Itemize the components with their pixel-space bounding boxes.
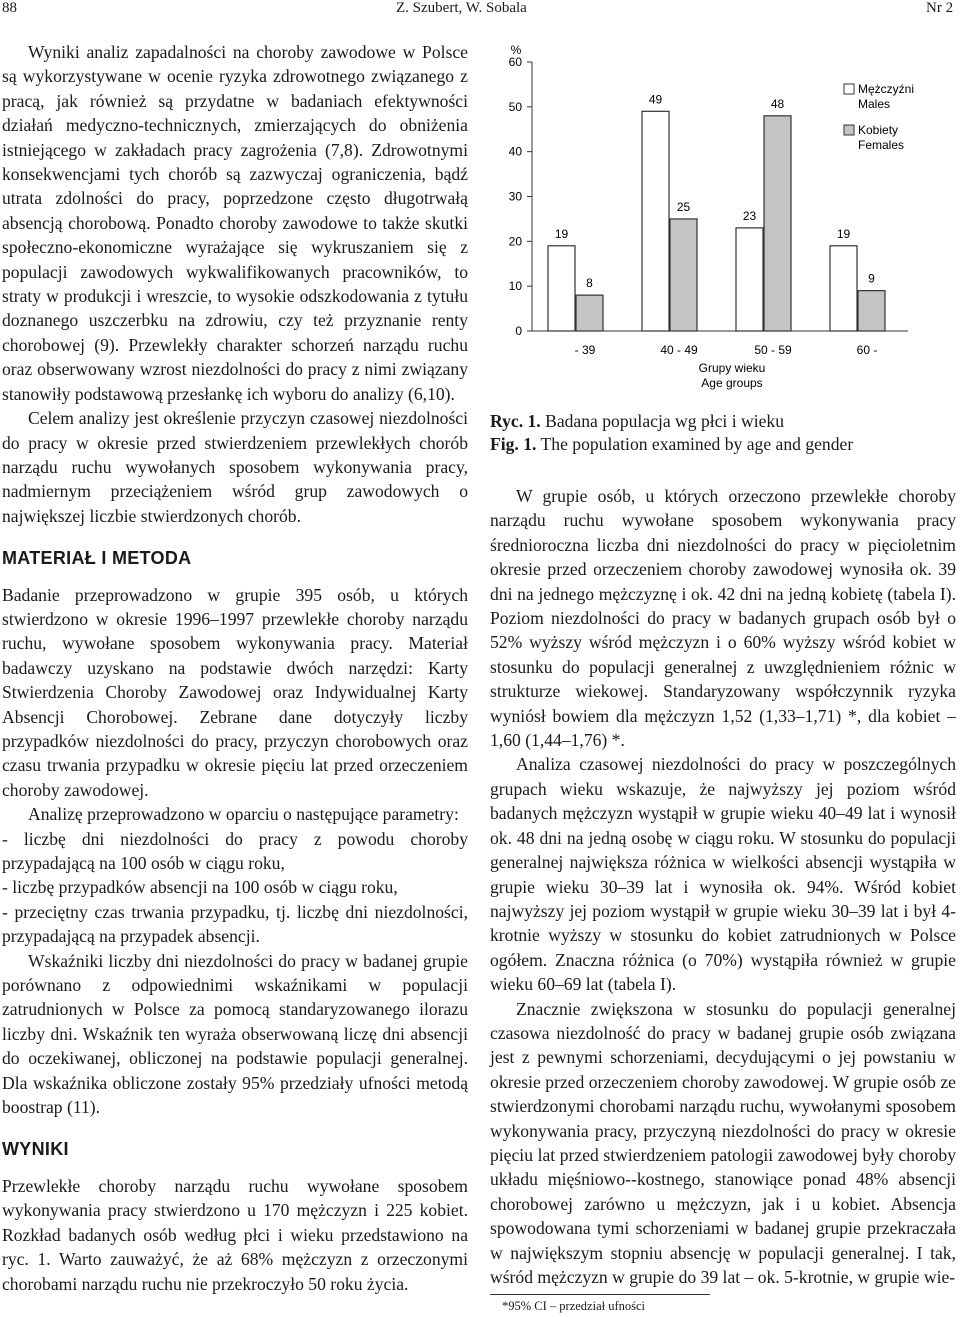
methods-closing-paragraph: Wskaźniki liczby dni niezdolności do pracy w badanej grupie porównano z odpowiednimi wskaźnikami w populacji zatrudnionych w Polsce za pomocą standaryzowanego ilorazu liczby dni. Wskaźnik ten wyraża obserwowaną liczę dni absencji do oczekiwanej, obliczonej na podstawie populacji generalnej. Dla wskaźnika obliczone zostały 95% przedziały ufności metodą boostrap (11).	[2, 950, 468, 1118]
age-gender-bar-chart	[488, 40, 958, 400]
bar-males	[830, 246, 857, 331]
legend-label-females-en: Females	[858, 138, 905, 152]
bar-data-label: 19	[554, 226, 569, 241]
bar-data-label: 49	[648, 92, 663, 107]
right-paragraph-3: Znacznie zwiększona w stosunku do populacji generalnej czasowa niezdolność do pracy w badanej grupie osób związana jest z pewnymi schorzeniami, decydującymi o jej powstaniu w okresie przed orzeczeniem choroby zawodowej. W grupie osób ze stwierdzonymi chorobami narządu ruchu, wywołanymi sposobem wykonywania pracy, przyczyną niezdolności do pracy w okresie pięciu lat przed stwierdzeniem patologii zawodowej były choroby układu mięśniowo--kostnego, stanowiące ponad 48% absencji chorobowej zarówno u mężczyzn, jak i u kobiet. Absencja spowodowana tymi schorzeniami w badanej grupie przekraczała w największym stopniu absencję w populacji generalnej. I tak, wśród mężczyzn w grupie do 39 lat – ok. 5-krotnie, w grupie wie-	[490, 998, 956, 1287]
x-axis-title-pl: Grupy wieku	[698, 361, 766, 375]
caption-text-en: The population examined by age and gender	[540, 434, 854, 454]
legend-label-females-pl: Kobiety	[858, 123, 899, 137]
bar-data-label: 48	[770, 96, 785, 111]
bar-males	[736, 228, 763, 331]
bar-males	[548, 246, 575, 331]
legend-swatch-males	[844, 84, 854, 94]
x-category-label: - 39	[574, 343, 596, 357]
bar-data-label: 19	[836, 226, 851, 241]
methods-paragraph-1: Badanie przeprowadzono w grupie 395 osób, u których stwierdzono w okresie 1996–1997 przewlekłe choroby narządu ruchu, wywołane sposobem wykonywania pracy. Materiał badawczy uzyskano na podstawie dwóch narzędzi: Karty Stwierdzenia Choroby Zawodowej oraz Indywidualnej Karty Absencji Chorobowej. Zebrane dane dotyczyły liczby przypadków niezdolności do pracy, przyczyn chorobowych oraz czasu trwania przypadku w okresie pięciu lat przed orzeczeniem choroby zawodowej.	[2, 584, 468, 800]
y-tick-label: 0	[515, 324, 522, 338]
legend-label-males-pl: Mężczyźni	[858, 82, 915, 96]
bar-data-label: 9	[868, 271, 875, 286]
bar-data-label: 25	[676, 199, 691, 214]
chart-legend	[844, 82, 914, 152]
methods-paragraph-2: Analizę przeprowadzono w oparciu o następujące parametry:	[28, 804, 459, 825]
y-tick-label: 10	[508, 279, 522, 294]
footnote: *95% CI – przedział ufności	[502, 1299, 646, 1313]
methods-list-item: - liczbę przypadków absencji na 100 osób w ciągu roku,	[2, 877, 398, 898]
y-axis-unit-label: %	[510, 43, 522, 57]
legend-label-males-en: Males	[858, 97, 891, 111]
y-tick-label: 50	[508, 99, 522, 114]
right-paragraph-1: W grupie osób, u których orzeczono przewlekłe choroby narządu ruchu wywołane sposobem wykonywania pracy średnioroczna liczba dni niezdolności do pracy w pięcioletnim okresie przed orzeczeniem choroby zawodowej wynosiła ok. 39 dni na jednego mężczyznę i ok. 42 dni na jedną kobietę (tabela I). Poziom niezdolności do pracy w badanych grupach osób był o 52% wyższy wśród mężczyzn i o 60% wyższy wśród kobiet w stosunku do populacji generalnej z uwzględnieniem różnic w strukturze wiekowej. Standaryzowany współczynnik ryzyka wyniósł bowiem dla mężczyzn 1,52 (1,33–1,71) *, dla kobiet – 1,60 (1,44–1,76) *.	[490, 486, 956, 751]
bar-females	[576, 295, 603, 331]
figure-caption	[490, 410, 956, 456]
y-tick-label: 20	[508, 234, 522, 249]
right-column	[490, 484, 956, 1289]
methods-list-item: - przeciętny czas trwania przypadku, tj. liczbę dni niezdolności, przypadającą na przypadek absencji.	[2, 901, 468, 947]
caption-label-en: Fig. 1.	[490, 434, 537, 454]
left-column	[2, 40, 468, 1296]
intro-paragraph-1: Wyniki analiz zapadalności na choroby zawodowe w Polsce są wykorzystywane w ocenie ryzyka zdrowotnego związanego z pracą, jak również są przydatne w badaniach efektywności działań medyczno-technicznych, zmierzających do obniżenia istniejącego w zakładach pracy zagrożenia (7,8). Zdrowotnymi konsekwencjami tych chorób są zazwyczaj ograniczenia, bądź utrata zdolności do pracy, poprzedzone często długotrwałą absencją chorobową. Ponadto choroby zawodowe to także skutki społeczno-ekonomiczne wyrażające się wykruszaniem się z populacji zawodowych wykwalifikowanych pracowników, to straty w produkcji i wreszcie, to wysokie odszkodowania z tytułu doznanego uszczerbku na zdrowiu, czy też przyznanie renty chorobowej (9). Przewlekły charakter schorzeń narządu ruchu oraz obserwowany wzrost niezdolności do pracy z nimi związany stanowiły podstawową przesłankę ich wyboru do analizy (6,10).	[2, 42, 468, 404]
running-header	[0, 0, 960, 20]
y-tick-label: 40	[508, 144, 522, 159]
bar-females	[670, 219, 697, 331]
results-heading: WYNIKI	[2, 1139, 69, 1160]
bar-females	[858, 291, 885, 331]
bar-males	[642, 111, 669, 331]
legend-swatch-females	[844, 125, 854, 135]
y-tick-label: 30	[508, 189, 522, 204]
x-category-label: 60 -	[856, 343, 878, 357]
issue-number: Nr 2	[926, 0, 954, 16]
x-category-label: 40 - 49	[660, 343, 698, 357]
right-paragraph-2: Analiza czasowej niezdolności do pracy w poszczególnych grupach wieku wskazuje, że najwyższy jej poziom wśród badanych mężczyzn wystąpił w grupie wieku 40–49 lat i wynosił ok. 48 dni na jedną osobę w ciągu roku. W stosunku do populacji generalnej największa różnica w wielkości absencji wystąpiła w grupie wieku 30–39 lat i wynosiła ok. 94%. Wśród kobiet najwyższy jej poziom wystąpił w grupie wieku 30–39 lat i był 4-krotnie wyższy w stosunku do kobiet zatrudnionych w Polsce ogółem. Znaczna różnica (o 70%) wystąpiła również w grupie wieku 60–69 lat (tabela I).	[490, 754, 956, 995]
caption-text-pl: Badana populacja wg płci i wieku	[545, 411, 785, 431]
page-number: 88	[2, 0, 17, 16]
bar-data-label: 8	[586, 276, 593, 291]
x-axis-title-en: Age groups	[701, 376, 763, 390]
caption-label-pl: Ryc. 1.	[490, 411, 541, 431]
methods-heading: MATERIAŁ I METODA	[2, 548, 192, 569]
running-authors: Z. Szubert, W. Sobala	[396, 0, 527, 16]
methods-list-item: - liczbę dni niezdolności do pracy z powodu choroby przypadającą na 100 osób w ciągu roku,	[2, 828, 468, 873]
bar-data-label: 23	[742, 208, 757, 223]
footnote-rule	[490, 1294, 710, 1295]
x-category-label: 50 - 59	[754, 343, 792, 357]
results-paragraph: Przewlekłe choroby narządu ruchu wywołane sposobem wykonywania pracy stwierdzono u 170 mężczyzn i 225 kobiet. Rozkład badanych osób według płci i wieku przedstawiono na ryc. 1. Warto zauważyć, że aż 68% mężczyzn z orzeczonymi chorobami narządu ruchu nie przekroczyło 50 roku życia.	[2, 1175, 468, 1294]
y-tick-label: 60	[508, 55, 522, 69]
bar-females	[764, 116, 791, 331]
intro-paragraph-2: Celem analizy jest określenie przyczyn czasowej niezdolności do pracy w okresie przed stwierdzeniem przewlekłych chorób narządu ruchu wywołanych sposobem wykonywania pracy, nadmiernym przeciążeniem wśród grup zawodowych o największej liczbie stwierdzonych chorób.	[2, 408, 468, 526]
